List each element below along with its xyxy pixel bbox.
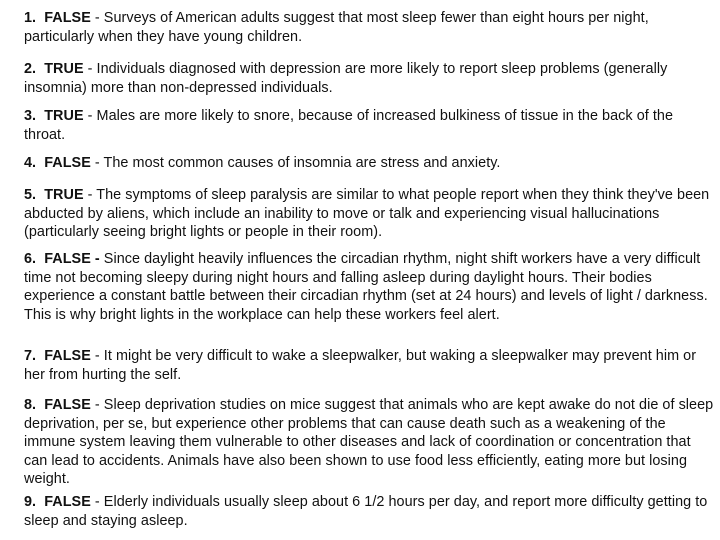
item-verdict: TRUE	[44, 61, 84, 77]
item-verdict: TRUE	[44, 187, 84, 203]
answer-item-1	[24, 9, 714, 46]
item-explanation: - Surveys of American adults suggest that most sleep fewer than eight hours per night, particularly when they have young children.	[24, 10, 649, 45]
item-number: 9.	[24, 494, 37, 510]
item-verdict: FALSE -	[44, 251, 100, 267]
item-number: 8.	[24, 397, 37, 413]
item-explanation: - Elderly individuals usually sleep about 6 1/2 hours per day, and report more difficulty getting to sleep and staying asleep.	[24, 494, 708, 529]
item-explanation: - The most common causes of insomnia are stress and anxiety.	[90, 155, 501, 171]
item-verdict: FALSE	[44, 494, 91, 510]
item-verdict: FALSE	[44, 397, 91, 413]
item-explanation: Since daylight heavily influences the circadian rhythm, night shift workers have a very difficult time not becoming sleepy during night hours and falling asleep during daylight hours. Their bodies experience a constant battle between their circadian rhythm (set at 24 hours) and levels of light / darkness. This is why bright lights in the workplace can help these workers feel alert.	[24, 251, 708, 323]
answer-item-9	[24, 493, 714, 530]
item-verdict: FALSE	[44, 348, 91, 364]
item-explanation: - Sleep deprivation studies on mice suggest that animals who are kept awake do not die of sleep deprivation, per se, but experience other problems that can cause death such as a weakening of the immune system leaving them vulnerable to other diseases and lack of coordination or concentration that can lead to accidents. Animals have also been shown to use food less efficiently, eating more but losing weight.	[24, 397, 714, 488]
item-number: 4.	[24, 155, 37, 171]
answer-item-5	[24, 186, 714, 242]
item-explanation: - The symptoms of sleep paralysis are similar to what people report when they think they've been abducted by aliens, which include an inability to move or talk and experiencing visual hallucinations (particularly seeing bright lights or people in their room).	[24, 187, 710, 241]
item-verdict: TRUE	[44, 108, 84, 124]
item-explanation: - Males are more likely to snore, because of increased bulkiness of tissue in the back of the throat.	[24, 108, 674, 143]
item-number: 7.	[24, 348, 37, 364]
item-number: 6.	[24, 251, 37, 267]
item-number: 2.	[24, 61, 37, 77]
item-verdict: FALSE	[44, 10, 91, 26]
item-verdict: FALSE	[44, 155, 91, 171]
item-number: 1.	[24, 10, 37, 26]
answer-item-8	[24, 396, 714, 489]
answer-item-6	[24, 250, 714, 324]
answer-item-2	[24, 60, 714, 97]
item-explanation: - Individuals diagnosed with depression are more likely to report sleep problems (generally insomnia) more than non-depressed individuals.	[24, 61, 668, 96]
item-explanation: - It might be very difficult to wake a sleepwalker, but waking a sleepwalker may prevent him or her from hurting the self.	[24, 348, 697, 383]
answer-item-7	[24, 347, 714, 384]
item-number: 5.	[24, 187, 37, 203]
answer-item-4	[24, 154, 714, 173]
item-number: 3.	[24, 108, 37, 124]
answer-item-3	[24, 107, 714, 144]
